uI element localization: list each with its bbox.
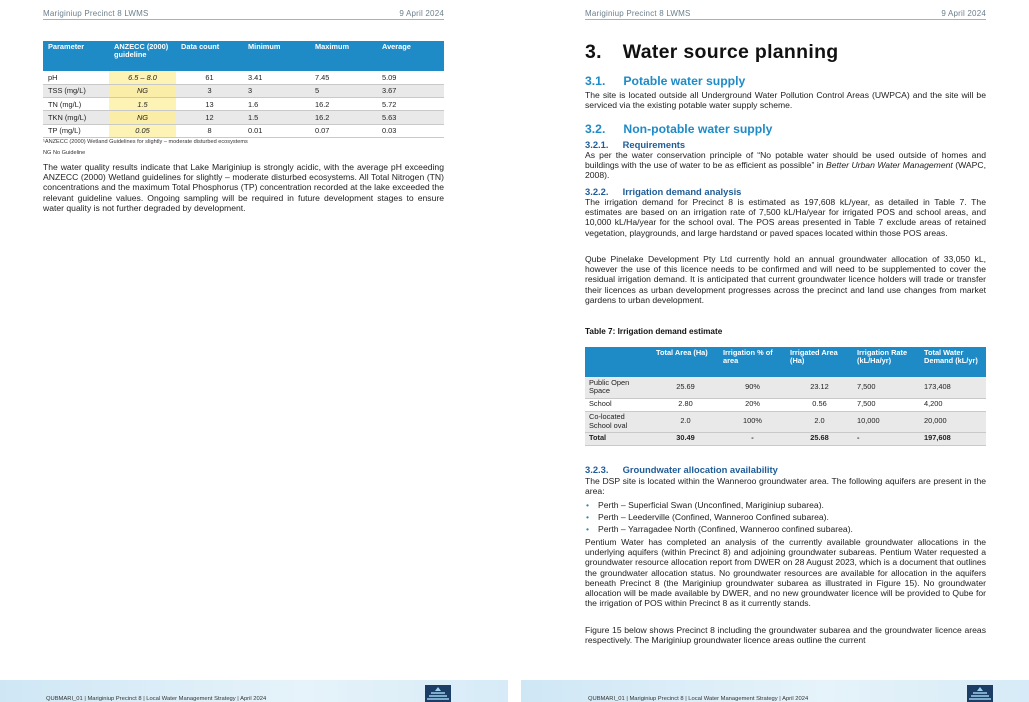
page-footer bbox=[0, 680, 508, 702]
heading-number: 3.2.2. bbox=[585, 186, 609, 197]
company-logo bbox=[425, 685, 451, 702]
aquifer-list bbox=[585, 499, 986, 535]
cell: 5.09 bbox=[377, 71, 444, 84]
cell-guideline: NG bbox=[109, 111, 176, 124]
cell: 2.80 bbox=[652, 398, 719, 411]
col-minimum: Minimum bbox=[243, 41, 310, 71]
heading-title: Potable water supply bbox=[623, 74, 746, 88]
cell: 13 bbox=[176, 98, 243, 111]
table-row bbox=[43, 111, 444, 124]
table-row bbox=[585, 398, 986, 411]
cell: 25.69 bbox=[652, 377, 719, 398]
cell: 20% bbox=[719, 398, 786, 411]
table-row bbox=[43, 124, 444, 137]
cell: Co-located School oval bbox=[585, 411, 652, 432]
irrigation-demand-table bbox=[585, 347, 986, 446]
heading-number: 3.2.1. bbox=[585, 139, 609, 150]
cell: 7,500 bbox=[853, 377, 920, 398]
cell: 1.5 bbox=[243, 111, 310, 124]
col-parameter: Parameter bbox=[43, 41, 109, 71]
cell: 16.2 bbox=[310, 111, 377, 124]
col-irrigation-rate: Irrigation Rate (kL/Ha/yr) bbox=[853, 347, 920, 377]
section-heading-3-2-2 bbox=[585, 186, 741, 197]
cell: 30.49 bbox=[652, 432, 719, 445]
heading-number: 3.2.3. bbox=[585, 464, 609, 475]
cell: 173,408 bbox=[920, 377, 986, 398]
footnote-anzecc: ¹ANZECC (2000) Wetland Guidelines for slightly – moderate disturbed ecosystems bbox=[43, 139, 248, 145]
cell: 23.12 bbox=[786, 377, 853, 398]
cell: 61 bbox=[176, 71, 243, 84]
heading-number: 3.2. bbox=[585, 122, 606, 136]
requirements-text-b: (WAPC, 2008). bbox=[585, 160, 986, 181]
cell: - bbox=[853, 432, 920, 445]
water-drop-icon bbox=[967, 685, 993, 702]
right-page bbox=[521, 0, 1029, 702]
cell-guideline: 0.05 bbox=[109, 124, 176, 137]
footnote-ng: NG No Guideline bbox=[43, 150, 86, 156]
cell: 2.0 bbox=[786, 411, 853, 432]
cell: 3.67 bbox=[377, 84, 444, 97]
cell: Total bbox=[585, 432, 652, 445]
water-drop-icon bbox=[425, 685, 451, 702]
cell: 0.56 bbox=[786, 398, 853, 411]
cell: 3 bbox=[176, 84, 243, 97]
cell: Public Open Space bbox=[585, 377, 652, 398]
table-header-row bbox=[43, 41, 444, 71]
header-title: Mariginiup Precinct 8 LWMS bbox=[43, 9, 149, 18]
groundwater-intro: The DSP site is located within the Wanneroo groundwater area. The following aquifers are present in the area: bbox=[585, 476, 986, 497]
groundwater-paragraph-3: Figure 15 below shows Precinct 8 including the groundwater subarea and the groundwater licence areas respectively. The Mariginiup groundwater licence areas outline the current bbox=[585, 625, 986, 646]
potable-supply-paragraph: The site is located outside all Underground Water Pollution Control Areas (UWPCA) and the site will be serviced via the existing potable water supply scheme. bbox=[585, 90, 986, 111]
table-header-row bbox=[585, 347, 986, 377]
cell: 8 bbox=[176, 124, 243, 137]
cell: 0.03 bbox=[377, 124, 444, 137]
water-quality-paragraph: The water quality results indicate that Lake Mariginiup is strongly acidic, with the average pH exceeding ANZECC (2000) Wetland guidelines for slightly – moderate disturbed ecosystems. All Total Nitrogen (TN) concentrations and the maximum Total Phosphorus (TP) concentration recorded at the lake exceeded the relevant guideline values. Ongoing sampling will be required in future development stages to ensure water quality is not further degraded by development. bbox=[43, 162, 444, 213]
irrigation-paragraph-2: Qube Pinelake Development Pty Ltd currently hold an annual groundwater allocation of 33,050 kL, however the use of this licence needs to be confirmed and will need to be supplemented to cover the residual irrigation demand. It is anticipated that current groundwater licence holders will trade or transfer their licences as urban development progresses across the precinct and land use changes from market gardens to urban development. bbox=[585, 254, 986, 305]
cell: pH bbox=[43, 71, 109, 84]
heading-number: 3.1. bbox=[585, 74, 606, 88]
col-total-demand: Total Water Demand (kL/yr) bbox=[920, 347, 986, 377]
footer-text: QUBMARI_01 | Mariginiup Precinct 8 | Local Water Management Strategy | April 2024 bbox=[46, 696, 267, 702]
cell: 20,000 bbox=[920, 411, 986, 432]
heading-number: 3. bbox=[585, 41, 602, 63]
table-row bbox=[43, 98, 444, 111]
cell: 1.6 bbox=[243, 98, 310, 111]
cell: 0.01 bbox=[243, 124, 310, 137]
table-caption: Table 7: Irrigation demand estimate bbox=[585, 327, 723, 336]
table-row bbox=[43, 71, 444, 84]
heading-title: Non-potable water supply bbox=[623, 122, 773, 136]
footer-text: QUBMARI_01 | Mariginiup Precinct 8 | Local Water Management Strategy | April 2024 bbox=[588, 696, 809, 702]
cell: 10,000 bbox=[853, 411, 920, 432]
requirements-text-italic: Better Urban Water Management bbox=[826, 160, 953, 171]
col-maximum: Maximum bbox=[310, 41, 377, 71]
cell: TP (mg/L) bbox=[43, 124, 109, 137]
cell: TKN (mg/L) bbox=[43, 111, 109, 124]
list-item: • Perth – Superficial Swan (Unconfined, Mariginiup subarea). bbox=[585, 499, 986, 511]
heading-title: Water source planning bbox=[622, 41, 839, 63]
header-date: 9 April 2024 bbox=[399, 9, 444, 18]
section-heading-3-2 bbox=[585, 122, 772, 136]
cell: 3.41 bbox=[243, 71, 310, 84]
cell: 5 bbox=[310, 84, 377, 97]
requirements-paragraph bbox=[585, 150, 986, 181]
col-irrigated-area: Irrigated Area (Ha) bbox=[786, 347, 853, 377]
cell: 7,500 bbox=[853, 398, 920, 411]
col-anzecc: ANZECC (2000) guideline bbox=[109, 41, 176, 71]
header-date: 9 April 2024 bbox=[941, 9, 986, 18]
cell: 90% bbox=[719, 377, 786, 398]
cell: TN (mg/L) bbox=[43, 98, 109, 111]
cell: School bbox=[585, 398, 652, 411]
cell: 5.63 bbox=[377, 111, 444, 124]
section-heading-3-2-3 bbox=[585, 464, 778, 475]
col-irrigation-percent: Irrigation % of area bbox=[719, 347, 786, 377]
heading-title: Groundwater allocation availability bbox=[622, 464, 778, 475]
cell: 197,608 bbox=[920, 432, 986, 445]
requirements-text-a: As per the water conservation principle of “No potable water should be used outside of homes and buildings with the use of water to be as efficient as possible” in bbox=[585, 150, 986, 171]
table-row bbox=[585, 377, 986, 398]
table-row bbox=[43, 84, 444, 97]
col-data-count: Data count bbox=[176, 41, 243, 71]
col-average: Average bbox=[377, 41, 444, 71]
page-header bbox=[585, 9, 986, 20]
list-item: • Perth – Leederville (Confined, Wanneroo Confined subarea). bbox=[585, 511, 986, 523]
cell-guideline: NG bbox=[109, 84, 176, 97]
section-heading-3-1 bbox=[585, 74, 745, 88]
cell: - bbox=[719, 432, 786, 445]
page-gutter bbox=[508, 0, 521, 702]
company-logo bbox=[967, 685, 993, 702]
water-quality-table bbox=[43, 41, 444, 138]
cell: 2.0 bbox=[652, 411, 719, 432]
cell-guideline: 1.5 bbox=[109, 98, 176, 111]
section-heading-3-2-1 bbox=[585, 139, 685, 150]
cell: 3 bbox=[243, 84, 310, 97]
heading-title: Irrigation demand analysis bbox=[622, 186, 742, 197]
cell-guideline: 6.5 – 8.0 bbox=[109, 71, 176, 84]
page-footer bbox=[521, 680, 1029, 702]
irrigation-paragraph-1: The irrigation demand for Precinct 8 is estimated as 197,608 kL/year, as detailed in Table 7. The estimates are based on an irrigation rate of 7,500 kL/Ha/year for irrigated POS and school areas, and 10,000 kL/Ha/year for the school oval. The POS areas presented in Table 7 exclude areas of retained vegetation, playgrounds, and large hardstand or paved spaces located within those POS areas. bbox=[585, 197, 986, 238]
cell: 100% bbox=[719, 411, 786, 432]
header-title: Mariginiup Precinct 8 LWMS bbox=[585, 9, 691, 18]
left-page bbox=[0, 0, 508, 702]
table-row bbox=[585, 411, 986, 432]
table-total-row bbox=[585, 432, 986, 445]
cell: 12 bbox=[176, 111, 243, 124]
cell: TSS (mg/L) bbox=[43, 84, 109, 97]
groundwater-paragraph-2: Pentium Water has completed an analysis of the currently available groundwater allocations in the underlying aquifers (within Precinct 8) and adjoining groundwater subareas. Pentium Water requested a groundwater resource allocation report from DWER on 28 August 2023, which is a document that outlines the groundwater allocation status. No groundwater resources are available for allocation in the aquifers beneath Precinct 8 (the Mariginiup groundwater subarea as illustrated in Figure 15). No groundwater allocation will be made available by DWER, and no new groundwater licence will be provided to Qube for the irrigation of POS within Precinct 8 as it currently stands. bbox=[585, 537, 986, 609]
cell: 5.72 bbox=[377, 98, 444, 111]
col-total-area: Total Area (Ha) bbox=[652, 347, 719, 377]
heading-title: Requirements bbox=[622, 139, 686, 150]
page-header bbox=[43, 9, 444, 20]
cell: 4,200 bbox=[920, 398, 986, 411]
cell: 0.07 bbox=[310, 124, 377, 137]
cell: 25.68 bbox=[786, 432, 853, 445]
section-heading-3 bbox=[585, 41, 839, 64]
cell: 16.2 bbox=[310, 98, 377, 111]
col-type bbox=[585, 347, 652, 377]
list-item: • Perth – Yarragadee North (Confined, Wanneroo confined subarea). bbox=[585, 523, 986, 535]
cell: 7.45 bbox=[310, 71, 377, 84]
